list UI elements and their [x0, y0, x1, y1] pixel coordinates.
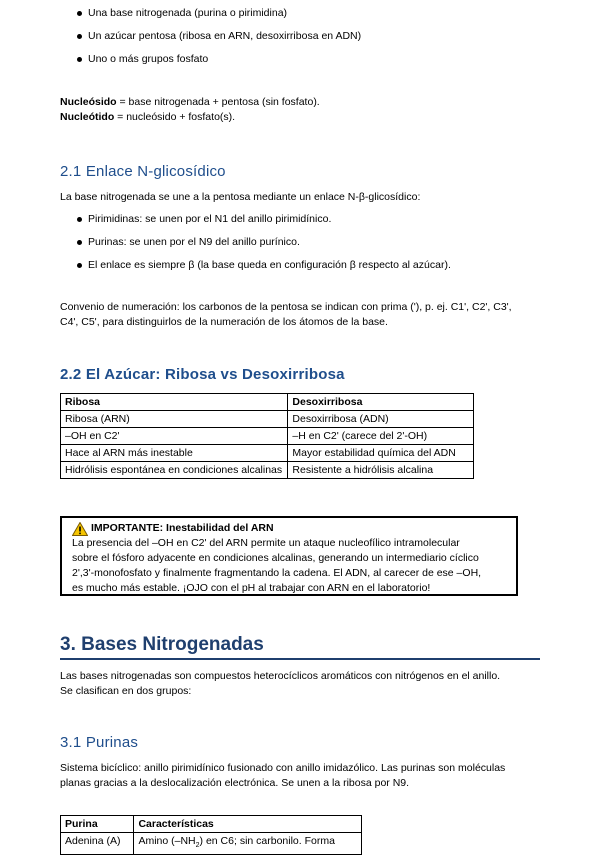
table-cell: Adenina (A) — [61, 833, 134, 855]
purinas-line-2: planas gracias a la deslocalización electrónica. Se unen a la ribosa por N9. — [60, 777, 410, 789]
bullet-icon — [77, 217, 82, 222]
warning-icon — [72, 522, 88, 536]
table-cell: –H en C2' (carece del 2'-OH) — [288, 428, 474, 445]
bullet-icon — [77, 11, 82, 16]
column-header: Ribosa — [61, 394, 288, 411]
callout-line: La presencia del –OH en C2' del ARN permite un ataque nucleofílico intramolecular — [72, 537, 460, 549]
callout-line: 2',3'-monofosfato y finalmente fragmentando la cadena. El ADN, al carecer de ese –OH, — [72, 567, 482, 579]
ribose-comparison-table — [60, 393, 474, 479]
definition-nucleotido: Nucleótido = nucleósido + fosfato(s). — [60, 111, 236, 123]
table-cell: Desoxirribosa (ADN) — [288, 411, 474, 428]
column-header: Purina — [61, 816, 134, 833]
table-row — [61, 411, 474, 428]
bullet-icon — [77, 240, 82, 245]
numbering-convention-line-2: C4', C5', para distinguirlos de la numeración de los átomos de la base. — [60, 316, 388, 328]
section-3-intro-line-2: Se clasifican en dos grupos: — [60, 685, 192, 697]
callout-line: es mucho más estable. ¡OJO con el pH al trabajar con ARN en el laboratorio! — [72, 582, 431, 594]
table-cell: Mayor estabilidad química del ADN — [288, 445, 474, 462]
section-heading-2-1: 2.1 Enlace N-glicosídico — [60, 163, 226, 180]
numbering-convention-line-1: Convenio de numeración: los carbonos de la pentosa se indican con prima ('), p. ej. C1', C2', C3', — [60, 301, 512, 313]
table-cell: Resistente a hidrólisis alcalina — [288, 462, 474, 479]
section-heading-2-2: 2.2 El Azúcar: Ribosa vs Desoxirribosa — [60, 366, 345, 383]
heading-rule — [60, 658, 540, 660]
table-cell: Ribosa (ARN) — [61, 411, 288, 428]
bullet-icon — [77, 34, 82, 39]
definition-nucleosido: Nucleósido = base nitrogenada + pentosa (sin fosfato). — [60, 96, 320, 108]
table-row — [61, 833, 362, 855]
column-header: Desoxirribosa — [288, 394, 474, 411]
section-2-1-intro: La base nitrogenada se une a la pentosa mediante un enlace N-β-glicosídico: — [60, 191, 421, 203]
table-row — [61, 445, 474, 462]
table-header-row — [61, 816, 362, 833]
important-callout — [60, 516, 518, 596]
table-cell: Hidrólisis espontánea en condiciones alcalinas — [61, 462, 288, 479]
section-3-intro-line-1: Las bases nitrogenadas son compuestos heterocíclicos aromáticos con nitrógenos en el anillo. — [60, 670, 501, 682]
section-heading-3: 3. Bases Nitrogenadas — [60, 634, 264, 655]
bullet-icon — [77, 57, 82, 62]
table-row — [61, 462, 474, 479]
section-heading-3-1: 3.1 Purinas — [60, 734, 139, 751]
callout-title: IMPORTANTE: Inestabilidad del ARN — [72, 521, 506, 536]
bullet-icon — [77, 263, 82, 268]
table-cell: Hace al ARN más inestable — [61, 445, 288, 462]
column-header: Características — [134, 816, 362, 833]
table-cell: Amino $(-NH_2)$ en C6; sin carbonilo. Forma — [134, 833, 362, 855]
table-row — [61, 428, 474, 445]
table-cell: –OH en C2' — [61, 428, 288, 445]
callout-line: sobre el fósforo adyacente en condiciones alcalinas, generando un intermediario cíclico — [72, 552, 479, 564]
table-header-row — [61, 394, 474, 411]
purine-table — [60, 815, 362, 855]
purinas-line-1: Sistema bicíclico: anillo pirimidínico fusionado con anillo imidazólico. Las purinas son moléculas — [60, 762, 506, 774]
